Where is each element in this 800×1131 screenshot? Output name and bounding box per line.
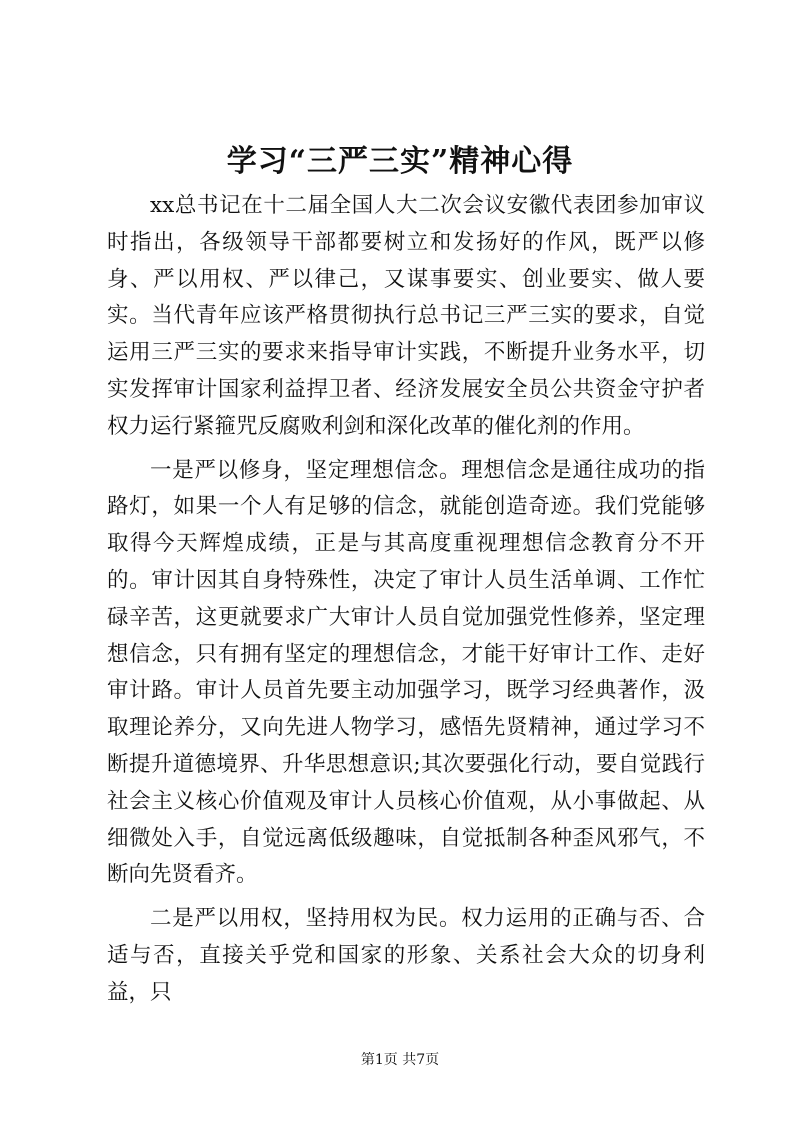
paragraph-self-cultivation: 一是严以修身，坚定理想信念。理想信念是通往成功的指路灯，如果一个人有足够的信念，就能创造奇迹。我们党能够取得今天辉煌成绩，正是与其高度重视理想信念教育分不开的。审计因其自身特殊性，决定了审计人员生活单调、工作忙碌辛苦，这更就要求广大审计人员自觉加强党性修养，坚定理想信念，只有拥有坚定的理想信念，才能干好审计工作、走好审计路。审计人员首先要主动加强学习，既学习经典著作，汲取理论养分，又向先进人物学习，感悟先贤精神，通过学习不断提升道德境界、升华思想意识;其次要强化行动，要自觉践行社会主义核心价值观及审计人员核心价值观，从小事做起、从细微处入手，自觉远离低级趣味，自觉抵制各种歪风邪气，不断向先贤看齐。 xyxy=(107,457,705,888)
document-body xyxy=(107,188,705,1012)
document-title: 学习“三严三实”精神心得 xyxy=(226,144,574,179)
paragraph-use-of-power: 二是严以用权，坚持用权为民。权力运用的正确与否、合适与否，直接关乎党和国家的形象、关系社会大众的切身利益，只 xyxy=(107,906,705,1005)
paragraph-intro: xx总书记在十二届全国人大二次会议安徽代表团参加审议时指出，各级领导干部都要树立和发扬好的作风，既严以修身、严以用权、严以律己，又谋事要实、创业要实、做人要实。当代青年应该严格贯彻执行总书记三严三实的要求，自觉运用三严三实的要求来指导审计实践，不断提升业务水平，切实发挥审计国家利益捍卫者、经济发展安全员公共资金守护者权力运行紧箍咒反腐败利剑和深化改革的催化剂的作用。 xyxy=(107,193,705,439)
page-number-footer: 第1页 共7页 xyxy=(360,1052,440,1068)
